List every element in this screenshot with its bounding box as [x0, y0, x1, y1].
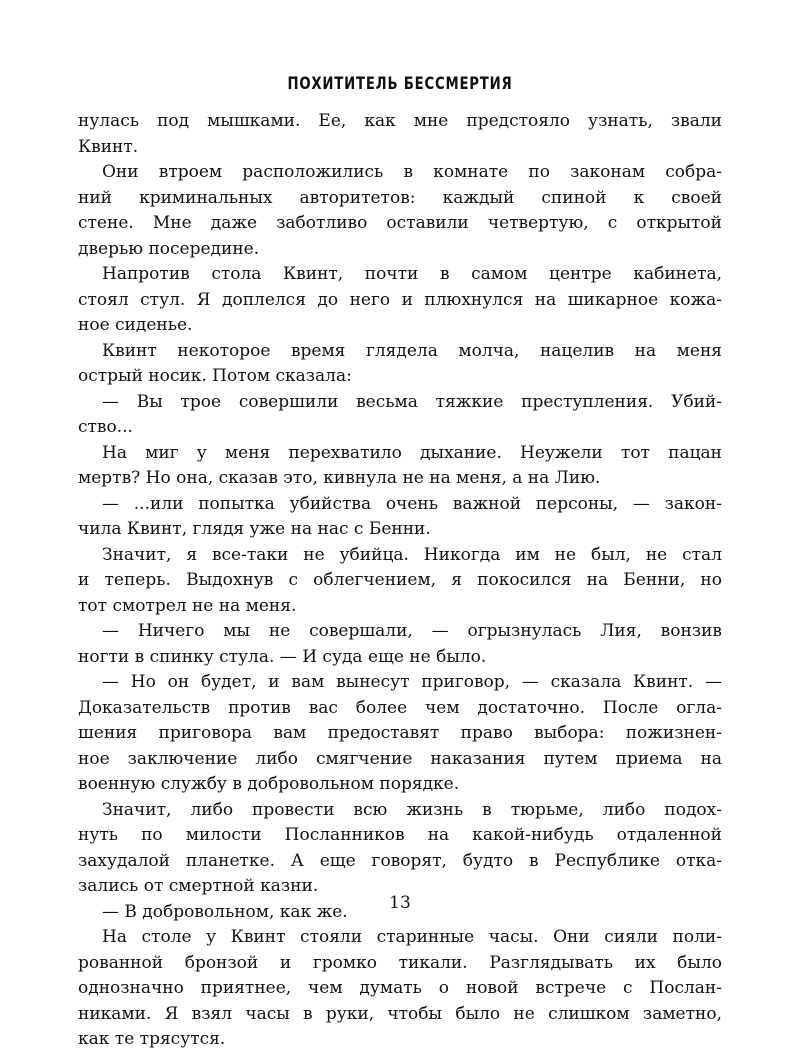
- text-line: шения приговора вам предоставят право выбора: пожизнен-: [78, 723, 722, 743]
- text-line: стоял стул. Я доплелся до него и плюхнулся на шикарное кожа-: [78, 289, 722, 310]
- text-line: Значит, я все-таки не убийца. Никогда им не был, не стал: [102, 544, 722, 565]
- text-line: захудалой планетке. А еще говорят, будто в Республике отка-: [78, 850, 722, 871]
- text-line: стене. Мне даже заботливо оставили четвертую, с открытой: [78, 213, 722, 233]
- text-line: однозначно приятнее, чем думать о новой встрече с Послан-: [78, 978, 722, 998]
- text-line: — Но он будет, и вам вынесут приговор, — сказала Квинт. —: [102, 672, 722, 692]
- text-line: военную службу в добровольном порядке.: [78, 774, 460, 794]
- text-line: — Вы трое совершили весьма тяжкие преступления. Убий-: [102, 391, 722, 412]
- text-line: Доказательств против вас более чем достаточно. После огла-: [78, 697, 722, 718]
- text-line: нуть по милости Посланников на какой-нибудь отдаленной: [78, 825, 722, 845]
- running-title: ПОХИТИТЕЛЬ БЕССМЕРТИЯ: [287, 74, 513, 94]
- text-line: нулась под мышками. Ее, как мне предстояло узнать, звали: [78, 111, 722, 131]
- text-line: мертв? Но она, сказав это, кивнула не на меня, а на Лию.: [78, 468, 601, 488]
- text-line: никами. Я взял часы в руки, чтобы было не слишком заметно,: [78, 1003, 722, 1024]
- text-line: и теперь. Выдохнув с облегчением, я покосился на Бенни, но: [78, 570, 722, 590]
- text-line: ний криминальных авторитетов: каждый спиной к своей: [78, 187, 722, 208]
- text-line: ное заключение либо смягчение наказания путем приема на: [78, 748, 722, 769]
- text-line: Напротив стола Квинт, почти в самом центре кабинета,: [102, 264, 722, 284]
- text-line: Значит, либо провести всю жизнь в тюрьме, либо подох-: [102, 799, 722, 820]
- text-line: ногти в спинку стула. — И суда еще не было.: [78, 646, 487, 667]
- text-line: как те трясутся.: [78, 1029, 226, 1049]
- text-line: ное сиденье.: [78, 315, 193, 335]
- text-line: дверью посередине.: [78, 238, 260, 259]
- text-line: чила Квинт, глядя уже на нас с Бенни.: [78, 519, 431, 539]
- text-line: — В добровольном, как же.: [102, 901, 348, 922]
- text-line: Квинт.: [78, 136, 139, 157]
- text-line: На столе у Квинт стояли старинные часы. Они сияли поли-: [102, 927, 722, 947]
- text-line: острый носик. Потом сказала:: [78, 366, 352, 386]
- text-line: ство...: [78, 417, 133, 437]
- text-line: Квинт некоторое время глядела молча, нацелив на меня: [102, 340, 722, 361]
- text-line: зались от смертной казни.: [78, 876, 319, 896]
- text-line: На миг у меня перехватило дыхание. Неужели тот пацан: [102, 442, 722, 463]
- text-line: Они втроем расположились в комнате по законам собра-: [102, 162, 722, 182]
- text-line: — Ничего мы не совершали, — огрызнулась Лия, вонзив: [102, 621, 722, 641]
- text-line: тот смотрел не на меня.: [78, 595, 297, 616]
- page-number: 13: [389, 893, 411, 913]
- text-line: рованной бронзой и громко тикали. Разглядывать их было: [78, 952, 722, 973]
- text-line: — ...или попытка убийства очень важной персоны, — закон-: [102, 493, 722, 514]
